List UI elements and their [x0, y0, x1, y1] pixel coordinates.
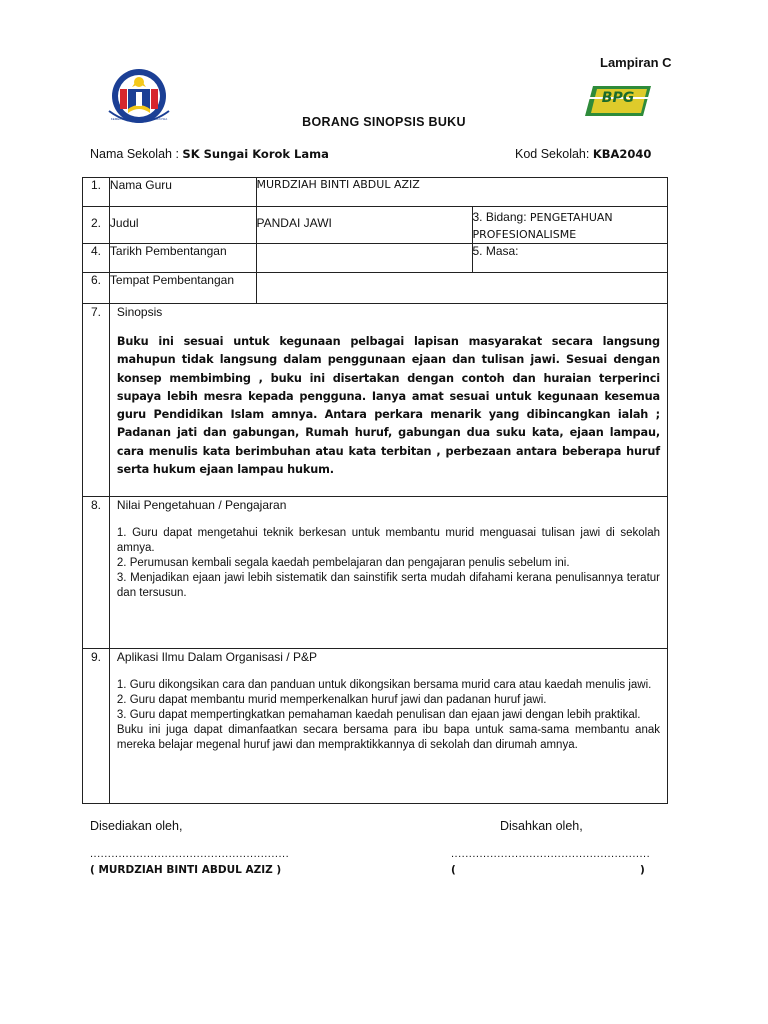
- list-item: 2. Perumusan kembali segala kaedah pembelajaran dan pengajaran penulis sebelum ini.: [116, 557, 570, 569]
- row-number: 9.: [83, 649, 110, 804]
- row-number: 1.: [83, 178, 110, 207]
- application-cell: [109, 649, 667, 804]
- form-row-date: [83, 244, 668, 273]
- application-label: Aplikasi Ilmu Dalam Organisasi / P&P: [116, 650, 317, 664]
- bpg-logo-text: BPG: [601, 90, 635, 106]
- field-cell: [472, 207, 668, 244]
- venue-value: [256, 273, 667, 304]
- teacher-name-label: Nama Guru: [109, 178, 256, 207]
- list-item: 3. Menjadikan ejaan jawi lebih sistematik dan sainstifik serta mudah difahami kerana penulisannya teratur dan tersusun.: [116, 572, 660, 599]
- venue-label: Tempat Pembentangan: [109, 273, 256, 304]
- synopsis-label: Sinopsis: [116, 305, 163, 319]
- list-item: 1. Guru dikongsikan cara dan panduan untuk dikongsikan bersama murid cara atau kaedah menulis jawi.: [116, 679, 652, 691]
- row-number: 2.: [83, 207, 110, 244]
- school-code-value: KBA2040: [592, 147, 652, 161]
- book-title-label: Judul: [109, 207, 256, 244]
- approved-close-paren: ): [640, 864, 645, 876]
- row-number: 8.: [83, 497, 110, 649]
- synopsis-form: [82, 177, 668, 804]
- form-row-title: [83, 207, 668, 244]
- prepared-signature-line: ........................................................: [90, 848, 290, 860]
- field-value: PENGETAHUAN PROFESIONALISME: [472, 211, 613, 241]
- list-item: 1. Guru dapat mengetahui teknik berkesan untuk membantu murid menguasai tulisan jawi di sekolah amnya.: [116, 527, 660, 554]
- teacher-name-value: MURDZIAH BINTI ABDUL AZIZ: [256, 178, 667, 207]
- prepared-by-label: Disediakan oleh,: [90, 819, 183, 833]
- page-title: BORANG SINOPSIS BUKU: [302, 115, 466, 129]
- list-item: Buku ini juga dapat dimanfaatkan secara bersama para ibu bapa untuk sama-sama membantu anak mereka belajar megenal huruf jawi dan mempraktikkannya di sekolah dan dirumah amnya.: [116, 724, 660, 751]
- date-label: Tarikh Pembentangan: [109, 244, 256, 273]
- form-row-venue: [83, 273, 668, 304]
- school-name-value: SK Sungai Korok Lama: [182, 147, 329, 161]
- row-number: 4.: [83, 244, 110, 273]
- synopsis-text: Buku ini sesuai untuk kegunaan pelbagai lapisan masyarakat secara langsung mahupun tidak langsung dalam penggunaan ejaan dan tulisan jawi. Sesuai dengan konsep membimbing , buku ini disertakan dengan contoh dan huraian terperinci supaya lebih mesra kepada pengguna. Ianya amat sesuai untuk kegunaan kesemua guru Pendidikan Islam amnya. Antara perkara menarik yang dibincangkan ialah ; Padanan jati dan gabungan, Rumah huruf, gabungan dua suku kata, ejaan lampau, cara menulis kata berimbuhan atau kata terbitan , perbezaan antara beberapa huruf serta hukum ejaan lampau hukum.: [116, 335, 660, 477]
- ministry-logo-text: KEMENTERIAN PENDIDIKAN MALAYSIA: [110, 117, 168, 121]
- approved-by-label: Disahkan oleh,: [500, 819, 583, 833]
- knowledge-label: Nilai Pengetahuan / Pengajaran: [116, 498, 287, 512]
- approved-signature-line: ........................................................: [451, 848, 651, 860]
- row-number: 7.: [83, 304, 110, 497]
- list-item: 2. Guru dapat membantu murid memperkenalkan huruf jawi dan padanan huruf jawi.: [116, 694, 547, 706]
- form-row-application: [83, 649, 668, 804]
- synopsis-cell: [109, 304, 667, 497]
- book-title-value: PANDAI JAWI: [256, 207, 472, 244]
- school-name-row: [90, 147, 329, 161]
- date-value: [256, 244, 472, 273]
- row-number: 6.: [83, 273, 110, 304]
- approved-open-paren: (: [451, 864, 456, 876]
- list-item: 3. Guru dapat mempertingkatkan pemahaman kaedah penulisan dan ejaan jawi dengan lebih praktikal.: [116, 709, 641, 721]
- school-name-label: Nama Sekolah :: [90, 147, 179, 161]
- knowledge-list: [117, 526, 660, 601]
- lampiran-label: Lampiran C: [600, 55, 672, 70]
- application-list: [117, 678, 660, 753]
- form-row-knowledge: [83, 497, 668, 649]
- time-label: 5. Masa:: [472, 244, 668, 273]
- school-code-label: Kod Sekolah:: [515, 147, 590, 161]
- form-row-teacher: [83, 178, 668, 207]
- school-code-row: [515, 147, 651, 161]
- knowledge-cell: [109, 497, 667, 649]
- field-label: 3. Bidang:: [472, 210, 527, 224]
- prepared-by-name: ( MURDZIAH BINTI ABDUL AZIZ ): [90, 864, 282, 876]
- form-row-synopsis: [83, 304, 668, 497]
- bpg-logo: [583, 84, 653, 118]
